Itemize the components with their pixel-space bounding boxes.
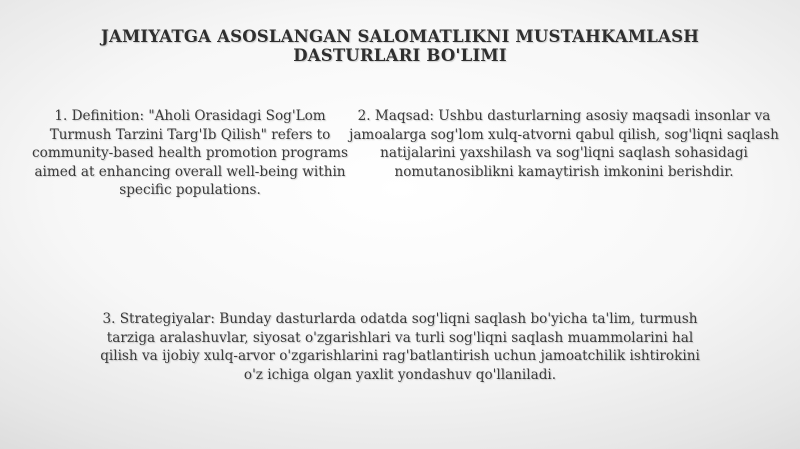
maqsad-text: 2. Maqsad: Ushbu dasturlarning asosiy maqsadi insonlar va jamoalarga sog'lom xulq-atvorni qabul qilish, sog'liqni saqlash natijalarini yaxshilash va sog'liqni saqlash sohasidagi nomutanosiblikni kamaytirish imkonini berishdir. (349, 108, 779, 180)
definition-text: 1. Definition: "Aholi Orasidagi Sog'Lom Turmush Tarzini Targ'Ib Qilish" refers to community-based health promotion programs aimed at enhancing overall well-being within specific populations. (32, 108, 348, 198)
strategiyalar-text: 3. Strategiyalar: Bunday dasturlarda odatda sog'liqni saqlash bo'yicha ta'lim, turmush tarziga aralashuvlar, siyosat o'zgarishlari va turli sog'liqni saqlash muammolarini hal qilish va ijobiy xulq-arvor o'zgarishlarini rag'batlantirish uchun jamoatchilik ishtirokini o'z ichiga olgan yaxlit yondashuv qo'llaniladi. (100, 311, 700, 383)
slide-title: JAMIYATGA ASOSLANGAN SALOMATLIKNI MUSTAHKAMLASH DASTURLARI BO'LIMI (100, 27, 700, 65)
